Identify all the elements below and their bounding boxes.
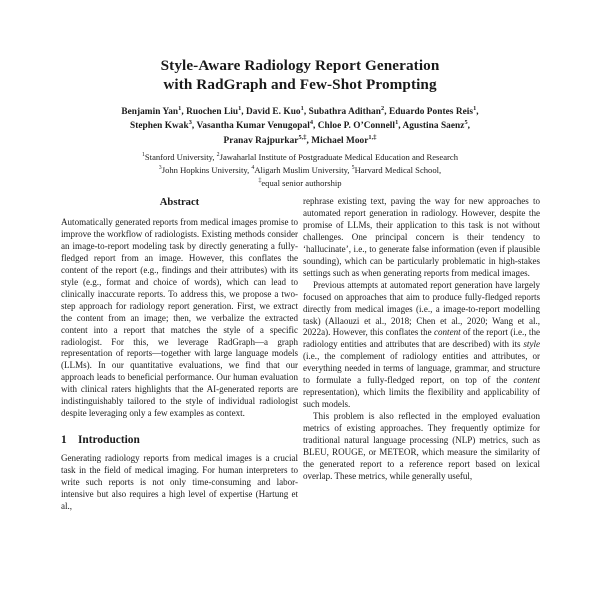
title-block (0, 0, 600, 191)
affiliation-line-3: ‡equal senior authorship (258, 178, 342, 189)
rp2-style: style (523, 339, 540, 350)
rp2-seg-a: Previous attempts at automated report generation have largely focused on approaches that aim to produce fully-fledged reports directly from medical images (i.e., a image-to-report modelling task) (Allaouzi et al., 2018; Chen et al., 2020; Wang et al., 2022a). However, this conflates the (303, 279, 540, 338)
author-list (50, 105, 550, 148)
abstract-text: Automatically generated reports from medical images promise to improve the workflow of radiologists. Existing methods consider an image-to-report modeling task by directly generating a fully-fledged report from an image. However, this conflates the content of the report (e.g., findings and their attributes) with its style (e.g., format and choice of words), which can lead to clinically inaccurate reports. To address this, we propose a two-step approach for radiology report generation. First, we extract the content from an image; then, we verbalize the extracted content into a report that matches the style of a specific radiologist. For this, we leverage RadGraph—a graph representation of reports—together with large language models (LLMs). In our quantitative evaluations, we find that our approach leads to beneficial performance. Our human evaluation with clinical raters highlights that the AI-generated reports are indistinguishably tailored to the style of individual radiologist despite leveraging only a few examples as context. (61, 217, 298, 419)
right-column (303, 196, 540, 600)
left-column (61, 196, 298, 600)
rp2-content-2: content (513, 375, 540, 386)
abstract-heading: Abstract (159, 197, 200, 208)
title-line-2: with RadGraph and Few-Shot Prompting (163, 76, 437, 93)
affiliation-line-1: $^1$Stanford University, $^2$Jawaharlal Institute of Postgraduate Medical Education and Research (141, 151, 458, 162)
right-paragraph-2 (303, 280, 540, 411)
right-paragraph-continued: rephrase existing text, paving the way for new approaches to automated report generation in radiology. However, despite the promise of LLMs, their application to this task is not without challenges. One principal concern is their tendency to ‘hallucinate’, i.e., to generate false information (even if plausible sounding), which can be particularly problematic in high-stakes settings such as when generating reports from medical images. (303, 196, 540, 278)
title-line-1: Style-Aware Radiology Report Generation (160, 57, 440, 74)
rp2-content-1: content (434, 327, 461, 338)
affiliation-line-2: $^3$John Hopkins University, $^4$Aligarh Muslim University, $^5$Harvard Medical School, (158, 165, 442, 176)
introduction-paragraph-1: Generating radiology reports from medical images is a crucial task in the field of medical imaging. For human interpreters to write such reports is not only time-consuming and labor-intensive but also requires a high level of expertise (Hartung et al., (61, 453, 298, 512)
author-line-1: Benjamin Yan$^1$, Ruochen Liu$^1$, David E. Kuo$^1$, Subathra Adithan$^2$, Eduardo Pontes Reis$^1$, (121, 104, 479, 117)
right-paragraph-3: This problem is also reflected in the employed evaluation metrics of existing approaches. They frequently optimize for traditional natural language processing (NLP) metrics, such as BLEU, ROUGE, or METEOR, which measure the similarity of the generated report to a reference report based on lexical overlap. These metrics, while generally useful, (303, 411, 540, 481)
affiliation-list (45, 151, 555, 191)
introduction-label: Introduction (78, 434, 140, 447)
body-columns (0, 196, 600, 600)
rp2-seg-b: of the report (i.e., the radiology entities and attributes that are described) with its (303, 327, 540, 350)
rp2-seg-d: representation), which limits the flexibility and applicability of such models. (303, 387, 540, 410)
rp2-seg-c: (i.e., the complement of radiology entities and attributes, or everything needed in terms of language, grammar, and structure to formulate a fully-fledged report, on top of the (303, 351, 540, 386)
author-line-2: Stephen Kwak$^3$, Vasantha Kumar Venugopal$^4$, Chloe P. O’Connell$^1$, Agustina Saenz$^5$, (129, 119, 471, 132)
introduction-number: 1 (61, 434, 67, 447)
page-title (80, 56, 520, 94)
introduction-heading (61, 433, 298, 447)
author-line-3: Pranav Rajpurkar$^{5,\ddagger}$, Michael Moor$^{1,\ddagger}$ (223, 133, 377, 146)
